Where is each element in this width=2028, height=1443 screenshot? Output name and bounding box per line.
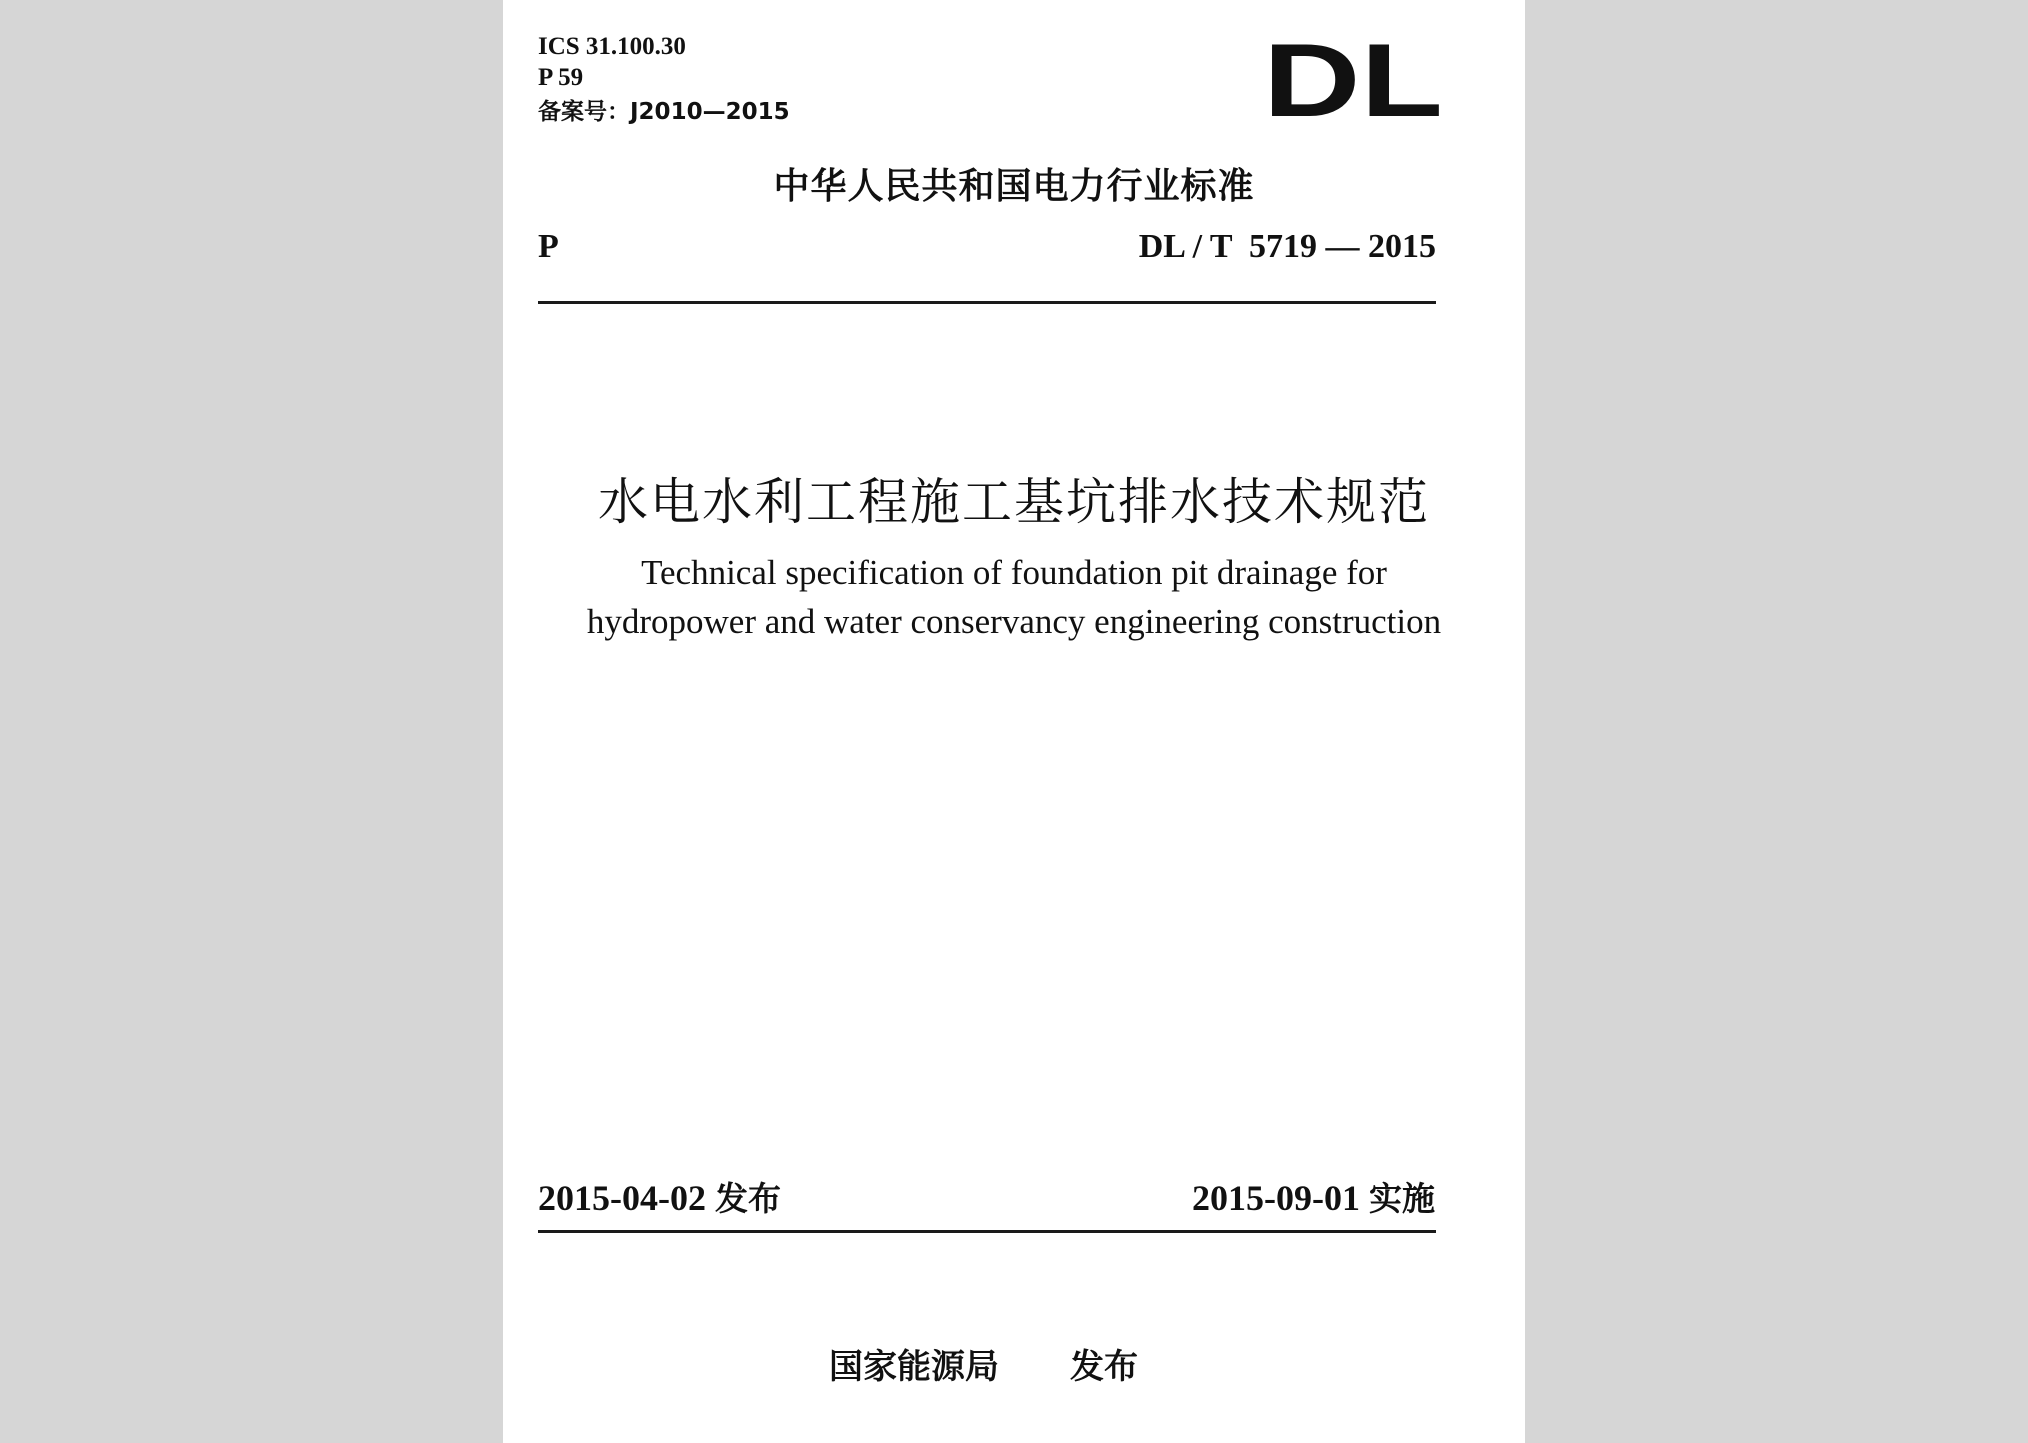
document-title-english-line1: Technical specification of foundation pit drainage for — [641, 553, 1387, 592]
classification-code: P 59 — [538, 64, 584, 91]
document-title-english-line2: hydropower and water conservancy engineering construction — [586, 602, 1442, 641]
ics-code: ICS 31.100.30 — [538, 33, 686, 60]
issue-date: 2015-04-02 — [538, 1178, 706, 1218]
effective-date: 2015-09-01 — [1192, 1178, 1360, 1218]
footer-divider — [538, 1230, 1436, 1233]
industry-standard-title: 中华人民共和国电力行业标准 — [773, 166, 1255, 207]
header-divider — [538, 301, 1436, 304]
dl-logo — [1263, 38, 1443, 120]
record-number: 备案号：J2010—2015 — [538, 99, 790, 125]
standard-number: DL / T 5719 — 2015 — [1138, 228, 1436, 265]
effective-date-block — [1192, 1173, 1435, 1220]
dl-logo-text: DL — [1263, 38, 1443, 120]
issue-label: 发布 — [714, 1179, 781, 1218]
issuer-label: 发布 — [1070, 1347, 1138, 1387]
classification-letter: P — [538, 228, 559, 265]
effective-label: 实施 — [1369, 1179, 1435, 1218]
document-page — [503, 0, 1525, 1443]
issuer-name: 国家能源局 — [829, 1347, 999, 1387]
issue-date-block — [538, 1173, 781, 1220]
document-title-chinese: 水电水利工程施工基坑排水技术规范 — [598, 473, 1430, 531]
